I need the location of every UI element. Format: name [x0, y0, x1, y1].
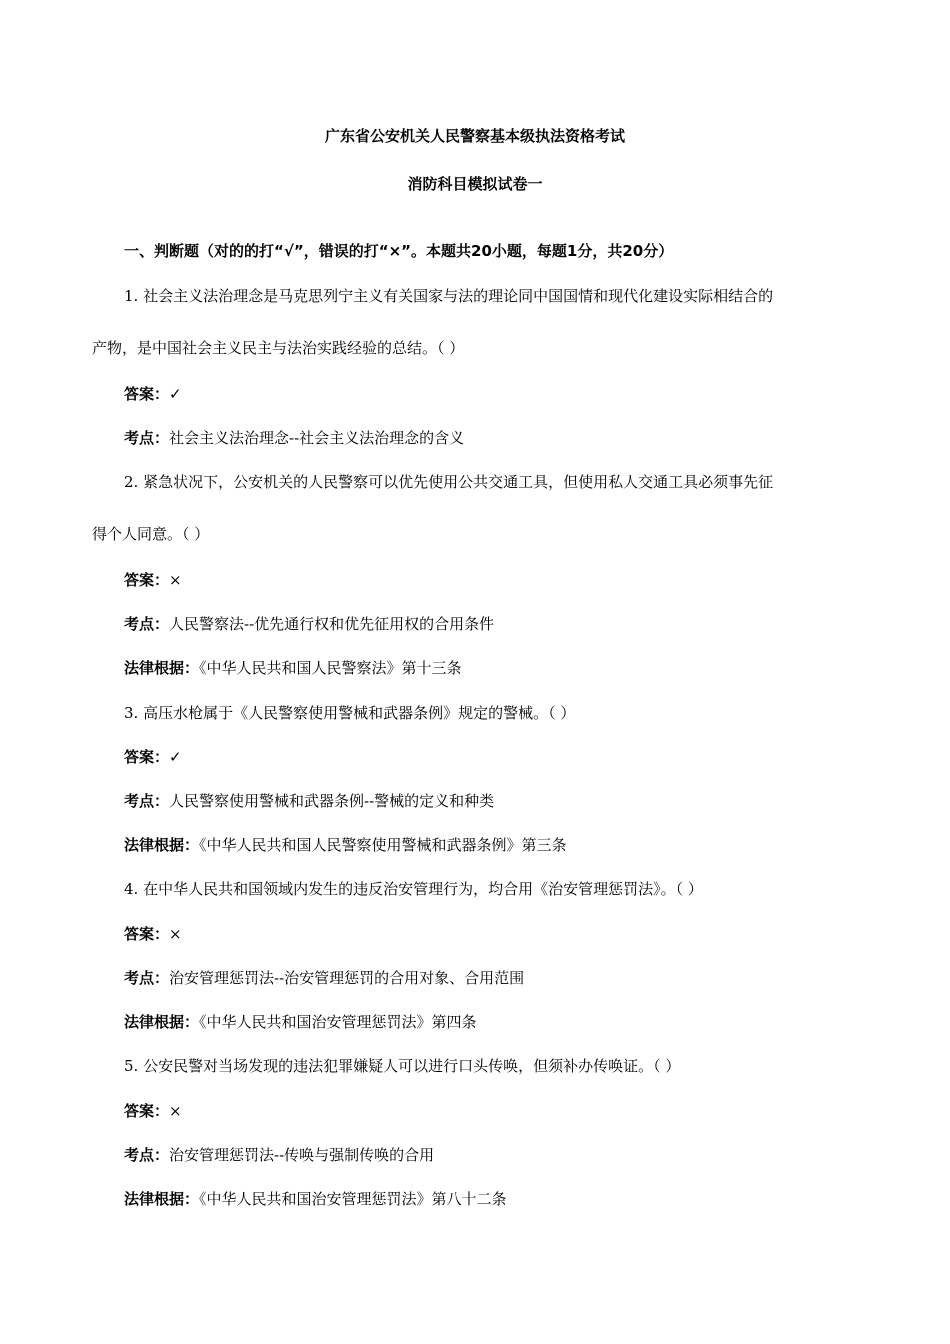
answer-value: × — [169, 1102, 182, 1120]
question-1-line-2: 产物，是中国社会主义民主与法治实践经验的总结。（ ） — [92, 339, 465, 357]
basis-value: 《中华人民共和国人民警察法》第十三条 — [199, 659, 462, 677]
answer-label: 答案： — [124, 748, 170, 766]
answer-label: 答案： — [124, 571, 170, 589]
question-3-answer — [124, 747, 182, 767]
question-5-line-1: 5. 公安民警对当场发现的违法犯罪嫌疑人可以进行口头传唤，但须补办传唤证。（ ） — [124, 1057, 681, 1075]
point-label: 考点： — [124, 792, 170, 810]
point-value: 人民警察法--优先通行权和优先征用权的合用条件 — [169, 615, 495, 633]
question-2-basis — [124, 658, 462, 678]
answer-label: 答案： — [124, 385, 170, 403]
point-label: 考点： — [124, 969, 170, 987]
question-1-answer — [124, 384, 182, 404]
question-2-line-1: 2. 紧急状况下，公安机关的人民警察可以优先使用公共交通工具，但使用私人交通工具必须事先征 — [124, 473, 774, 491]
point-value: 人民警察使用警械和武器条例--警械的定义和种类 — [169, 792, 495, 810]
point-value: 治安管理惩罚法--传唤与强制传唤的合用 — [169, 1146, 435, 1164]
basis-value: 《中华人民共和国治安管理惩罚法》第八十二条 — [199, 1190, 507, 1208]
question-3-point — [124, 791, 494, 811]
basis-label: 法律根据： — [124, 659, 200, 677]
question-3-line-1: 3. 高压水枪属于《人民警察使用警械和武器条例》规定的警械。（ ） — [124, 704, 576, 722]
point-label: 考点： — [124, 429, 170, 447]
question-1-point — [124, 428, 464, 448]
answer-label: 答案： — [124, 1102, 170, 1120]
answer-value: × — [169, 571, 182, 589]
point-value: 治安管理惩罚法--治安管理惩罚的合用对象、合用范围 — [169, 969, 525, 987]
point-label: 考点： — [124, 1146, 170, 1164]
question-4-point — [124, 968, 524, 988]
question-5-point — [124, 1145, 434, 1165]
question-2-point — [124, 614, 494, 634]
answer-value: ✓ — [169, 748, 182, 766]
question-1-line-1: 1. 社会主义法治理念是马克思列宁主义有关国家与法的理论同中国国情和现代化建设实际相结合的 — [124, 287, 774, 305]
basis-label: 法律根据： — [124, 1190, 200, 1208]
point-value: 社会主义法治理念--社会主义法治理念的含义 — [169, 429, 465, 447]
question-3-basis — [124, 835, 567, 855]
question-4-answer — [124, 924, 182, 944]
question-2-answer — [124, 570, 182, 590]
document-title: 广东省公安机关人民警察基本级执法资格考试 — [324, 127, 625, 145]
question-2-line-2: 得个人同意。（ ） — [92, 525, 210, 543]
answer-value: × — [169, 925, 182, 943]
basis-label: 法律根据： — [124, 836, 200, 854]
document-subtitle: 消防科目模拟试卷一 — [407, 175, 543, 193]
answer-label: 答案： — [124, 925, 170, 943]
question-5-basis — [124, 1189, 507, 1209]
question-4-basis — [124, 1012, 477, 1032]
section-heading: 一、判断题（对的的打“√”，错误的打“×”。本题共20小题，每题1分，共20分） — [124, 242, 674, 260]
question-4-line-1: 4. 在中华人民共和国领域内发生的违反治安管理行为，均合用《治安管理惩罚法》。（ ） — [124, 880, 703, 898]
answer-value: ✓ — [169, 385, 182, 403]
basis-value: 《中华人民共和国治安管理惩罚法》第四条 — [199, 1013, 477, 1031]
point-label: 考点： — [124, 615, 170, 633]
question-5-answer — [124, 1101, 182, 1121]
basis-label: 法律根据： — [124, 1013, 200, 1031]
basis-value: 《中华人民共和国人民警察使用警械和武器条例》第三条 — [199, 836, 567, 854]
